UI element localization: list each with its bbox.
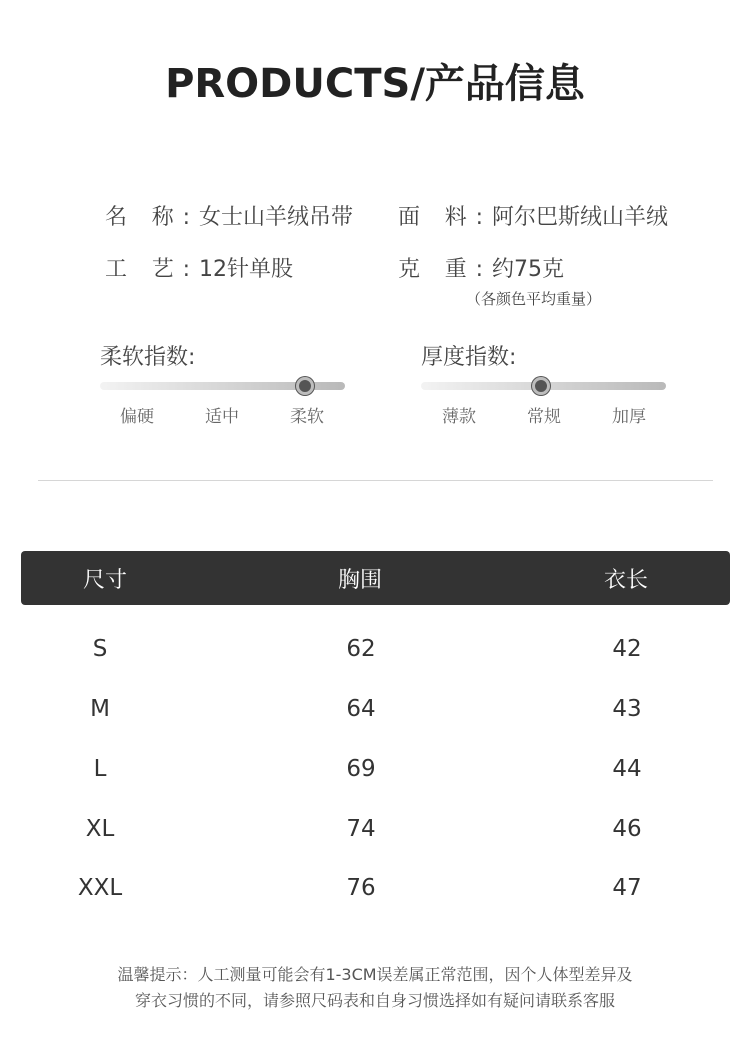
thickness-slider-knob <box>532 377 550 395</box>
length-cell: 42 <box>612 636 642 662</box>
thickness-tick-regular: 常规 <box>527 407 561 427</box>
chest-cell: 69 <box>346 756 376 782</box>
info-fabric <box>398 200 668 231</box>
table-row <box>0 875 750 935</box>
thickness-label: 厚度指数: <box>421 345 517 370</box>
softness-label: 柔软指数: <box>100 345 196 370</box>
info-craft <box>105 252 293 283</box>
name-label: 名 称: <box>105 205 190 230</box>
craft-label: 工 艺: <box>105 257 190 282</box>
chest-cell: 64 <box>346 696 376 722</box>
size-cell: L <box>93 756 107 782</box>
length-cell: 46 <box>612 816 642 842</box>
softness-tick-soft: 柔软 <box>290 407 324 427</box>
name-value: 女士山羊绒吊带 <box>199 205 354 230</box>
size-cell: M <box>90 696 110 722</box>
length-cell: 43 <box>612 696 642 722</box>
weight-value: 约75克 <box>492 257 564 282</box>
chest-cell: 74 <box>346 816 376 842</box>
header-size: 尺寸 <box>82 568 127 593</box>
chest-cell: 76 <box>346 875 376 901</box>
size-table-header <box>21 551 730 605</box>
tip-line-2: 穿衣习惯的不同，请参照尺码表和自身习惯选择如有疑问请联系客服 <box>134 991 615 1010</box>
thickness-tick-thin: 薄款 <box>442 407 476 427</box>
chest-cell: 62 <box>346 636 376 662</box>
size-cell: XXL <box>77 875 123 901</box>
softness-tick-hard: 偏硬 <box>120 407 154 427</box>
info-name <box>105 200 353 231</box>
table-row <box>0 636 750 696</box>
fabric-label: 面 料: <box>398 205 483 230</box>
length-cell: 47 <box>612 875 642 901</box>
page-title: PRODUCTS/产品信息 <box>165 61 585 107</box>
table-row <box>0 756 750 816</box>
weight-label: 克 重: <box>398 257 483 282</box>
section-divider <box>38 480 713 481</box>
softness-slider-knob <box>296 377 314 395</box>
weight-note: （各颜色平均重量） <box>466 290 602 308</box>
tip-line-1: 温馨提示：人工测量可能会有1-3CM误差属正常范围，因个人体型差异及 <box>117 965 633 984</box>
info-weight <box>398 252 564 283</box>
table-row <box>0 696 750 756</box>
size-cell: S <box>92 636 108 662</box>
table-row <box>0 816 750 876</box>
length-cell: 44 <box>612 756 642 782</box>
size-cell: XL <box>85 816 115 842</box>
craft-value: 12针单股 <box>199 257 293 282</box>
header-chest: 胸围 <box>337 568 382 593</box>
header-length: 衣长 <box>603 568 648 593</box>
thickness-tick-thick: 加厚 <box>612 407 646 427</box>
softness-tick-medium: 适中 <box>205 407 239 427</box>
fabric-value: 阿尔巴斯绒山羊绒 <box>492 205 669 230</box>
